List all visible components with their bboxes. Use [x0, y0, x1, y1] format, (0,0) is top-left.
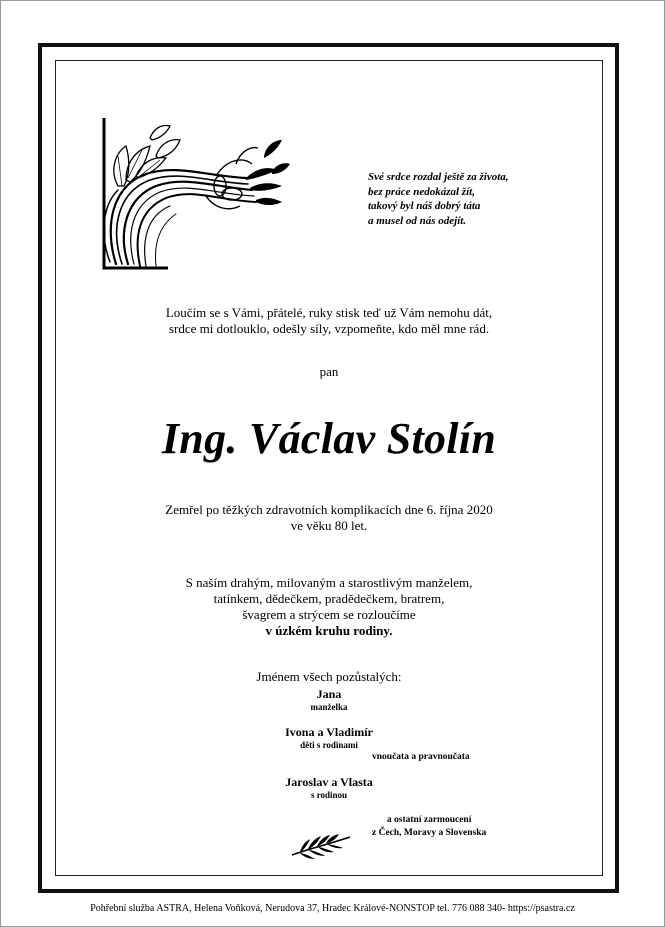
poem-line: a musel od nás odejít. [368, 214, 467, 227]
salutation: pan [319, 364, 339, 379]
mourner-entry [56, 687, 602, 713]
mourner-name: Jaroslav a Vlasta [285, 775, 373, 789]
other-mourners-line: a ostatní zarmoucení [386, 815, 472, 825]
opening-line: Loučím se s Vámi, přátelé, ruky stisk teď už Vám nemohu dát, [165, 305, 493, 320]
mourner-entry [56, 725, 602, 751]
mourner-role: děti s rodinami [300, 740, 358, 750]
poem-line: takový byl náš dobrý táta [368, 200, 481, 212]
poem-line: Své srdce rozdal ještě za života, [368, 171, 509, 183]
floral-lily-ornament-icon [96, 116, 296, 274]
farewell-line: tatínkem, dědečkem, pradědečkem, bratrem, [213, 591, 445, 606]
palm-branch-icon [290, 833, 352, 861]
mourner-role: manželka [310, 702, 348, 712]
farewell-emphasis: v úzkém kruhu rodiny. [265, 623, 393, 638]
mourner-entry [56, 775, 602, 801]
farewell-line: S naším drahým, milovaným a starostlivým manželem, [185, 575, 473, 590]
opening-line: srdce mi dotlouklo, odešly síly, vzpomeňte, kdo měl mne rád. [168, 321, 490, 336]
farewell-announcement [56, 575, 602, 639]
mourner-name: Ivona a Vladimír [285, 725, 373, 739]
poem-block [368, 170, 588, 228]
other-mourners-line: z Čech, Moravy a Slovenska [372, 827, 487, 838]
farewell-line: švagrem a strýcem se rozloučíme [242, 607, 416, 622]
death-notice [56, 502, 602, 534]
other-mourners-note [372, 814, 486, 839]
mourner-role: s rodinou [310, 790, 348, 800]
death-notice-line: Zemřel po těžkých zdravotních komplikacích dne 6. října 2020 [165, 502, 493, 517]
deceased-name: Ing. Václav Stolín [161, 414, 497, 463]
poem-line: bez práce nedokázal žít, [368, 185, 475, 198]
funeral-service-footer: Pohřební služba ASTRA, Helena Voňková, Nerudova 37, Hradec Králové-NONSTOP tel. 776 088 340- https://psastra.cz [90, 903, 575, 914]
opening-verse [56, 305, 602, 337]
grandchildren-note: vnoučata a pravnoučata [372, 752, 470, 762]
mourner-name: Jana [316, 687, 342, 701]
mourners-intro: Jménem všech pozůstalých: [256, 669, 402, 684]
death-notice-line: ve věku 80 let. [290, 518, 368, 533]
